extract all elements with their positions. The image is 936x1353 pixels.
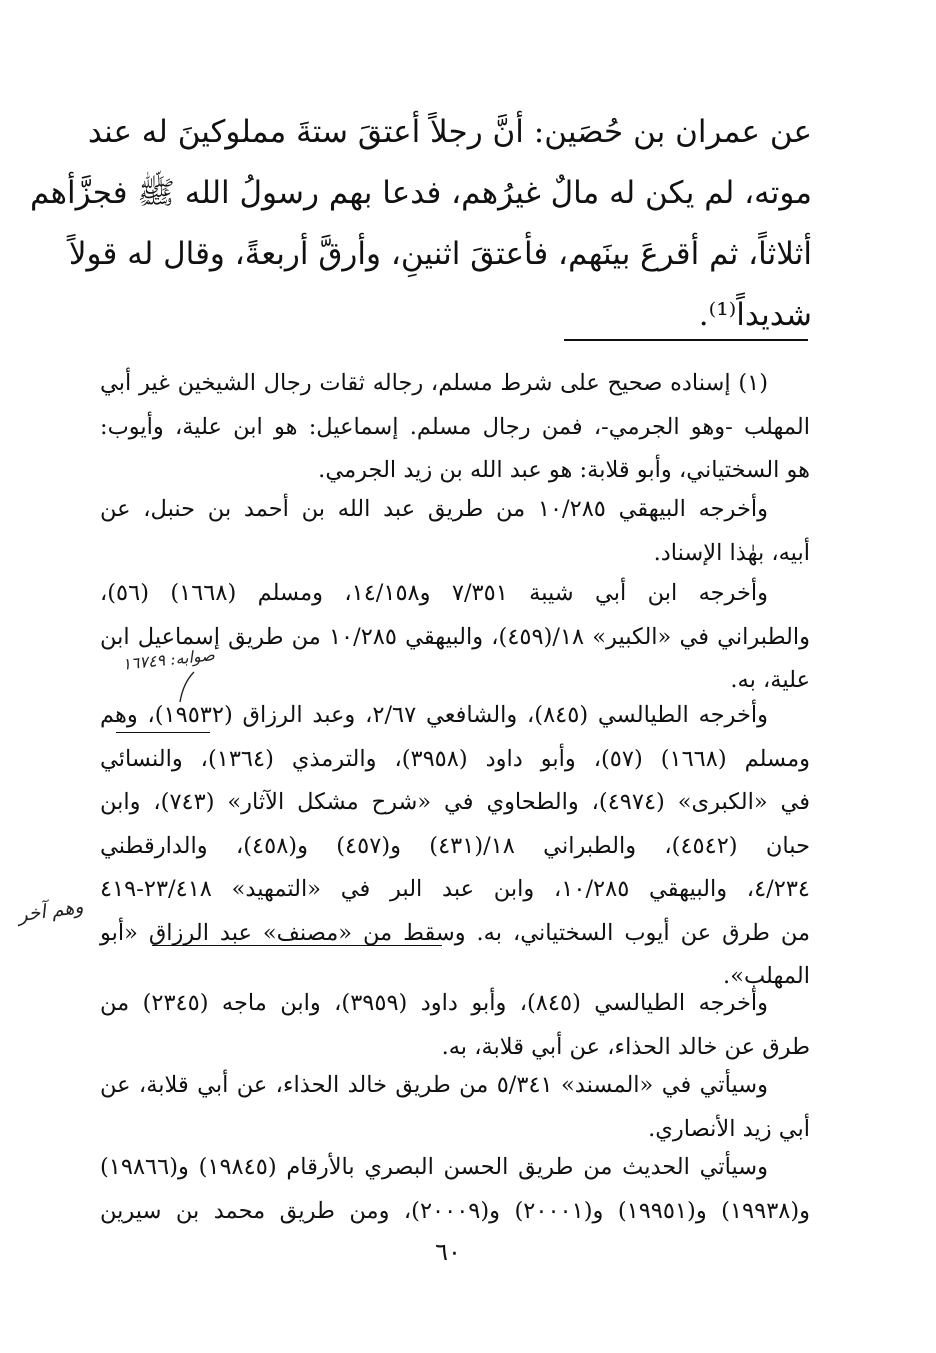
footnote-line: حبان (٤٥٤٢)، والطبراني ١٨/(٤٣١) و(٤٥٧) و(٤٥٨)، والدارقطني — [100, 832, 810, 859]
footnote-line: وأخرجه الطيالسي (٨٤٥)، والشافعي ٢/٦٧، وعبد الرزاق (١٩٥٣٢)، وهم — [100, 702, 768, 728]
handwritten-arrow-icon — [176, 670, 198, 704]
main-text-line: عن عمران بن حُصَين: أنَّ رجلاً أعتقَ ستةَ مملوكينَ له عند — [87, 114, 812, 150]
footnote-line: والطبراني في «الكبير» ١٨/(٤٥٩)، والبيهقي ١٠/٢٨٥ من طريق إسماعيل ابن — [100, 623, 810, 650]
footnote-paragraph — [100, 1064, 810, 1151]
footnote-line: المهلب». — [723, 963, 810, 989]
handwritten-note: صوابه: ١٦٧٤٩ — [121, 645, 216, 674]
footnote-line: ٤/٢٣٤، والبيهقي ١٠/٢٨٥، وابن عبد البر في «التمهيد» ٢٣/٤١٨-٤١٩ — [100, 876, 810, 902]
handwritten-underline — [152, 945, 442, 946]
footnote-line: أبيه، بهٰذا الإسناد. — [653, 539, 810, 566]
footnote-paragraph — [100, 982, 810, 1069]
footnote-line: (١) إسناده صحيح على شرط مسلم، رجاله ثقات رجال الشيخين غير أبي — [100, 370, 768, 396]
footnote-line: وأخرجه ابن أبي شيبة ٧/٣٥١ و١٤/١٥٨، ومسلم (١٦٦٨) (٥٦)، — [100, 580, 768, 606]
footnote-paragraph — [100, 362, 810, 493]
footnote-line: من طرق عن أيوب السختياني، به. وسقط من «مصنف» عبد الرزاق «أبو — [100, 919, 810, 946]
footnote-paragraph — [100, 694, 810, 999]
footnote-line: وأخرجه الطيالسي (٨٤٥)، وأبو داود (٣٩٥٩)، وابن ماجه (٢٣٤٥) من — [100, 990, 768, 1016]
footnote-line: هو السختياني، وأبو قلابة: هو عبد الله بن زيد الجرمي. — [318, 457, 810, 483]
main-text-line: شديداً⁽¹⁾. — [698, 297, 812, 333]
footnote-line: طرق عن خالد الحذاء، عن أبي قلابة، به. — [441, 1033, 810, 1060]
footnote-line: علية، به. — [730, 667, 810, 693]
footnote-line: ومسلم (١٦٦٨) (٥٧)، وأبو داود (٣٩٥٨)، والترمذي (١٣٦٤)، والنسائي — [100, 745, 811, 772]
main-text-line: أثلاثاً، ثم أقرعَ بينَهم، فأعتقَ اثنينِ، وأرقَّ أربعةً، وقال له قولاً — [68, 236, 812, 272]
footnote-line: المهلب -وهو الجرمي-، فمن رجال مسلم. إسماعيل: هو ابن علية، وأيوب: — [100, 413, 810, 440]
footnote-separator — [564, 339, 808, 341]
handwritten-margin-note: وهم آخر — [16, 895, 85, 927]
footnote-paragraph — [100, 1146, 810, 1233]
footnote-paragraph — [100, 572, 810, 703]
handwritten-underline — [116, 732, 210, 733]
main-text-line: موته، لم يكن له مالٌ غيرُهم، فدعا بهم رسولُ الله ﷺ فجزَّأهم — [30, 175, 812, 211]
main-text — [30, 102, 812, 346]
footnote-line: في «الكبرى» (٤٩٧٤)، والطحاوي في «شرح مشكل الآثار» (٧٤٣)، وابن — [100, 789, 810, 815]
footnote-line: وأخرجه البيهقي ١٠/٢٨٥ من طريق عبد الله بن أحمد بن حنبل، عن — [100, 496, 768, 522]
footnote-line: و(١٩٩٣٨) و(١٩٩٥١) و(٢٠٠٠١) و(٢٠٠٠٩)، ومن طريق محمد بن سيرين — [100, 1197, 811, 1224]
footnote-line: وسيأتي في «المسند» ٥/٣٤١ من طريق خالد الحذاء، عن أبي قلابة، عن — [100, 1072, 768, 1098]
footnote-line: وسيأتي الحديث من طريق الحسن البصري بالأرقام (١٩٨٤٥) و(١٩٨٦٦) — [100, 1154, 768, 1180]
footnote-line: أبي زيد الأنصاري. — [648, 1115, 810, 1142]
page-number: ٦٠ — [435, 1238, 461, 1266]
footnote-paragraph — [100, 488, 810, 575]
